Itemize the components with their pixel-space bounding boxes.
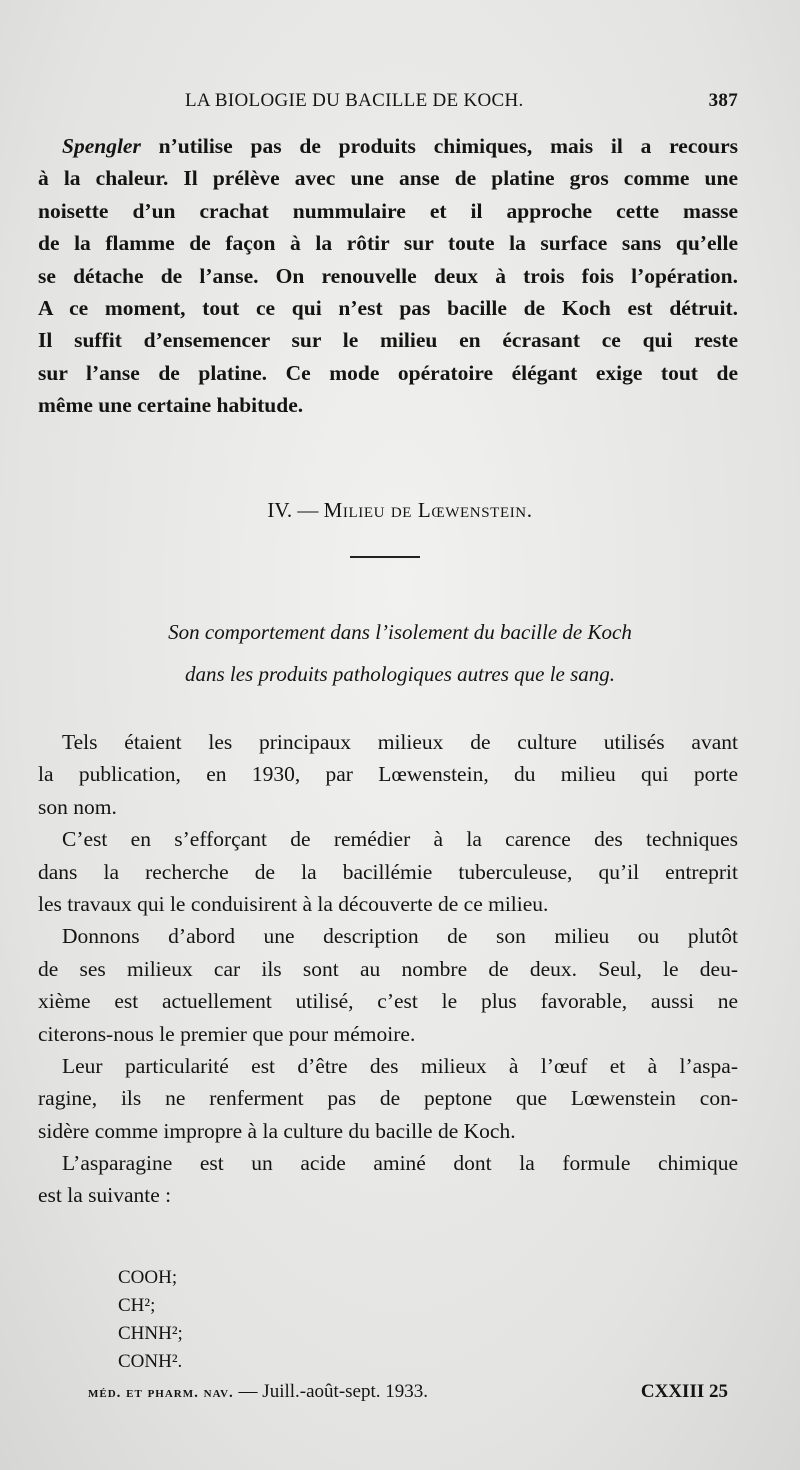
section-numeral: IV. —	[267, 498, 319, 522]
text-line: sidère comme impropre à la culture du bacille de Koch.	[38, 1118, 516, 1143]
page-footer	[88, 1381, 728, 1409]
text-line: les travaux qui le conduisirent à la découverte de ce milieu.	[38, 891, 549, 916]
subtitle-line-1: Son comportement dans l’isolement du bacille de Koch	[168, 620, 632, 644]
formula-line: CONH².	[118, 1351, 183, 1372]
text-line: citerons-nous le premier que pour mémoire.	[38, 1021, 416, 1046]
text-line: noisette d’un crachat nummulaire et il approche cette masse	[38, 198, 738, 223]
text-line: Donnons d’abord une description de son milieu ou plutôt	[62, 924, 738, 949]
formula-line: COOH;	[118, 1267, 178, 1288]
section-heading	[0, 498, 800, 523]
author-name: Spengler	[62, 134, 141, 158]
text-line: est la suivante :	[38, 1183, 172, 1208]
text-line: son nom.	[38, 794, 117, 819]
page-number: 387	[708, 90, 738, 111]
text-line: la publication, en 1930, par Lœwenstein, du milieu qui porte	[38, 762, 738, 787]
text-line: même une certaine habitude.	[38, 393, 304, 418]
section-title-text: Milieu de Lœwenstein.	[323, 498, 533, 522]
paragraph-spengler	[38, 130, 738, 422]
text-line: A ce moment, tout ce qui n’est pas bacille de Koch est détruit.	[38, 295, 738, 320]
text-line: xième est actuellement utilisé, c’est le plus favorable, aussi ne	[38, 989, 738, 1014]
journal-name: méd. et pharm. nav.	[88, 1385, 234, 1401]
formula-line: CH²;	[118, 1295, 156, 1316]
text-line: dans la recherche de la bacillémie tuberculeuse, qu’il entreprit	[38, 859, 738, 884]
issue-date: — Juill.-août-sept. 1933.	[238, 1381, 428, 1402]
section-divider	[350, 556, 420, 558]
text-line: Il suffit d’ensemencer sur le milieu en écrasant ce qui reste	[38, 328, 738, 353]
journal-citation	[88, 1381, 428, 1403]
text-line: de la flamme de façon à la rôtir sur toute la surface sans qu’elle	[38, 231, 738, 256]
text-line: Leur particularité est d’être des milieux à l’œuf et à l’aspa-	[62, 1053, 738, 1078]
running-title: LA BIOLOGIE DU BACILLE DE KOCH.	[185, 90, 524, 111]
formula-line: CHNH²;	[118, 1323, 183, 1344]
subtitle-line-2: dans les produits pathologiques autres que le sang.	[184, 662, 616, 686]
text-line: à la chaleur. Il prélève avec une anse de platine gros comme une	[38, 166, 738, 191]
body-text	[38, 726, 738, 1212]
text-line: Spengler n’utilise pas de produits chimiques, mais il a recours	[62, 134, 738, 158]
page-header	[185, 90, 738, 118]
text-line: ragine, ils ne renferment pas de peptone que Lœwenstein con-	[38, 1086, 738, 1111]
text-line: se détache de l’anse. On renouvelle deux à trois fois l’opération.	[38, 263, 738, 288]
signature-mark: CXXIII 25	[640, 1381, 728, 1402]
text-line: L’asparagine est un acide aminé dont la formule chimique	[62, 1151, 738, 1176]
chemical-formula	[118, 1264, 183, 1376]
text-line: Tels étaient les principaux milieux de culture utilisés avant	[62, 730, 738, 754]
text-line: sur l’anse de platine. Ce mode opératoire élégant exige tout de	[38, 360, 738, 385]
text-line: C’est en s’efforçant de remédier à la carence des techniques	[62, 827, 738, 852]
text-line: de ses milieux car ils sont au nombre de deux. Seul, le deu-	[38, 956, 738, 981]
